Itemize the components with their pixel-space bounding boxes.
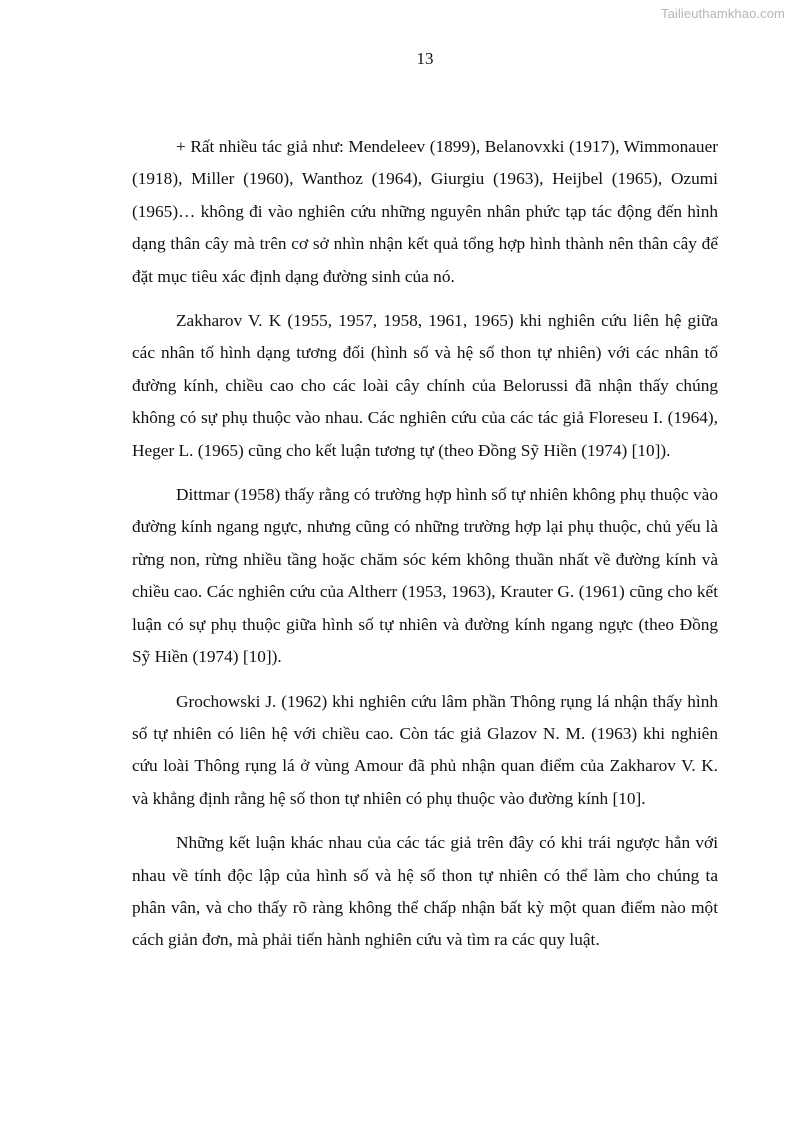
paragraph-zakharov: Zakharov V. K (1955, 1957, 1958, 1961, 1965) khi nghiên cứu liên hệ giữa các nhân tố hình dạng tương đối (hình số và hệ số thon tự nhiên) với các nhân tố đường kính, chiều cao cho các loài cây chính của Belorussi đã nhận thấy chúng không có sự phụ thuộc vào nhau. Các nghiên cứu của các tác giả Floreseu I. (1964), Heger L. (1965) cũng cho kết luận tương tự (theo Đồng Sỹ Hiền (1974) [10]). xyxy=(132,311,718,460)
paragraph-conclusion: Những kết luận khác nhau của các tác giả trên đây có khi trái ngược hẳn với nhau về tính độc lập của hình số và hệ số thon tự nhiên có thể làm cho chúng ta phân vân, và cho thấy rõ ràng không thể chấp nhận bất kỳ một quan điểm nào một cách giản đơn, mà phải tiến hành nghiên cứu và tìm ra các quy luật. xyxy=(132,833,718,950)
document-body xyxy=(132,131,718,969)
page-number: 13 xyxy=(416,49,434,68)
paragraph-grochowski: Grochowski J. (1962) khi nghiên cứu lâm phần Thông rụng lá nhận thấy hình số tự nhiên có liên hệ với chiều cao. Còn tác giả Glazov N. M. (1963) khi nghiên cứu loài Thông rụng lá ở vùng Amour đã phủ nhận quan điểm của Zakharov V. K. và khẳng định rằng hệ số thon tự nhiên có phụ thuộc vào đường kính [10]. xyxy=(132,691,718,808)
paragraph-authors-list: + Rất nhiều tác giả như: Mendeleev (1899), Belanovxki (1917), Wimmonauer (1918), Miller (1960), Wanthoz (1964), Giurgiu (1963), Heijbel (1965), Ozumi (1965)… không đi vào nghiên cứu những nguyên nhân phức tạp tác động đến hình dạng thân cây mà trên cơ sở nhìn nhận kết quả tổng hợp hình thành nên thân cây để đặt mục tiêu xác định dạng đường sinh của nó. xyxy=(132,137,718,286)
paragraph-dittmar: Dittmar (1958) thấy rằng có trường hợp hình số tự nhiên không phụ thuộc vào đường kính ngang ngực, nhưng cũng có những trường hợp lại phụ thuộc, chủ yếu là rừng non, rừng nhiều tầng hoặc chăm sóc kém không thuần nhất về đường kính và chiều cao. Các nghiên cứu của Altherr (1953, 1963), Krauter G. (1961) cũng cho kết luận có sự phụ thuộc giữa hình số tự nhiên và đường kính ngang ngực (theo Đồng Sỹ Hiền (1974) [10]). xyxy=(132,485,718,667)
watermark: Tailieuthamkhao.com xyxy=(660,6,785,21)
